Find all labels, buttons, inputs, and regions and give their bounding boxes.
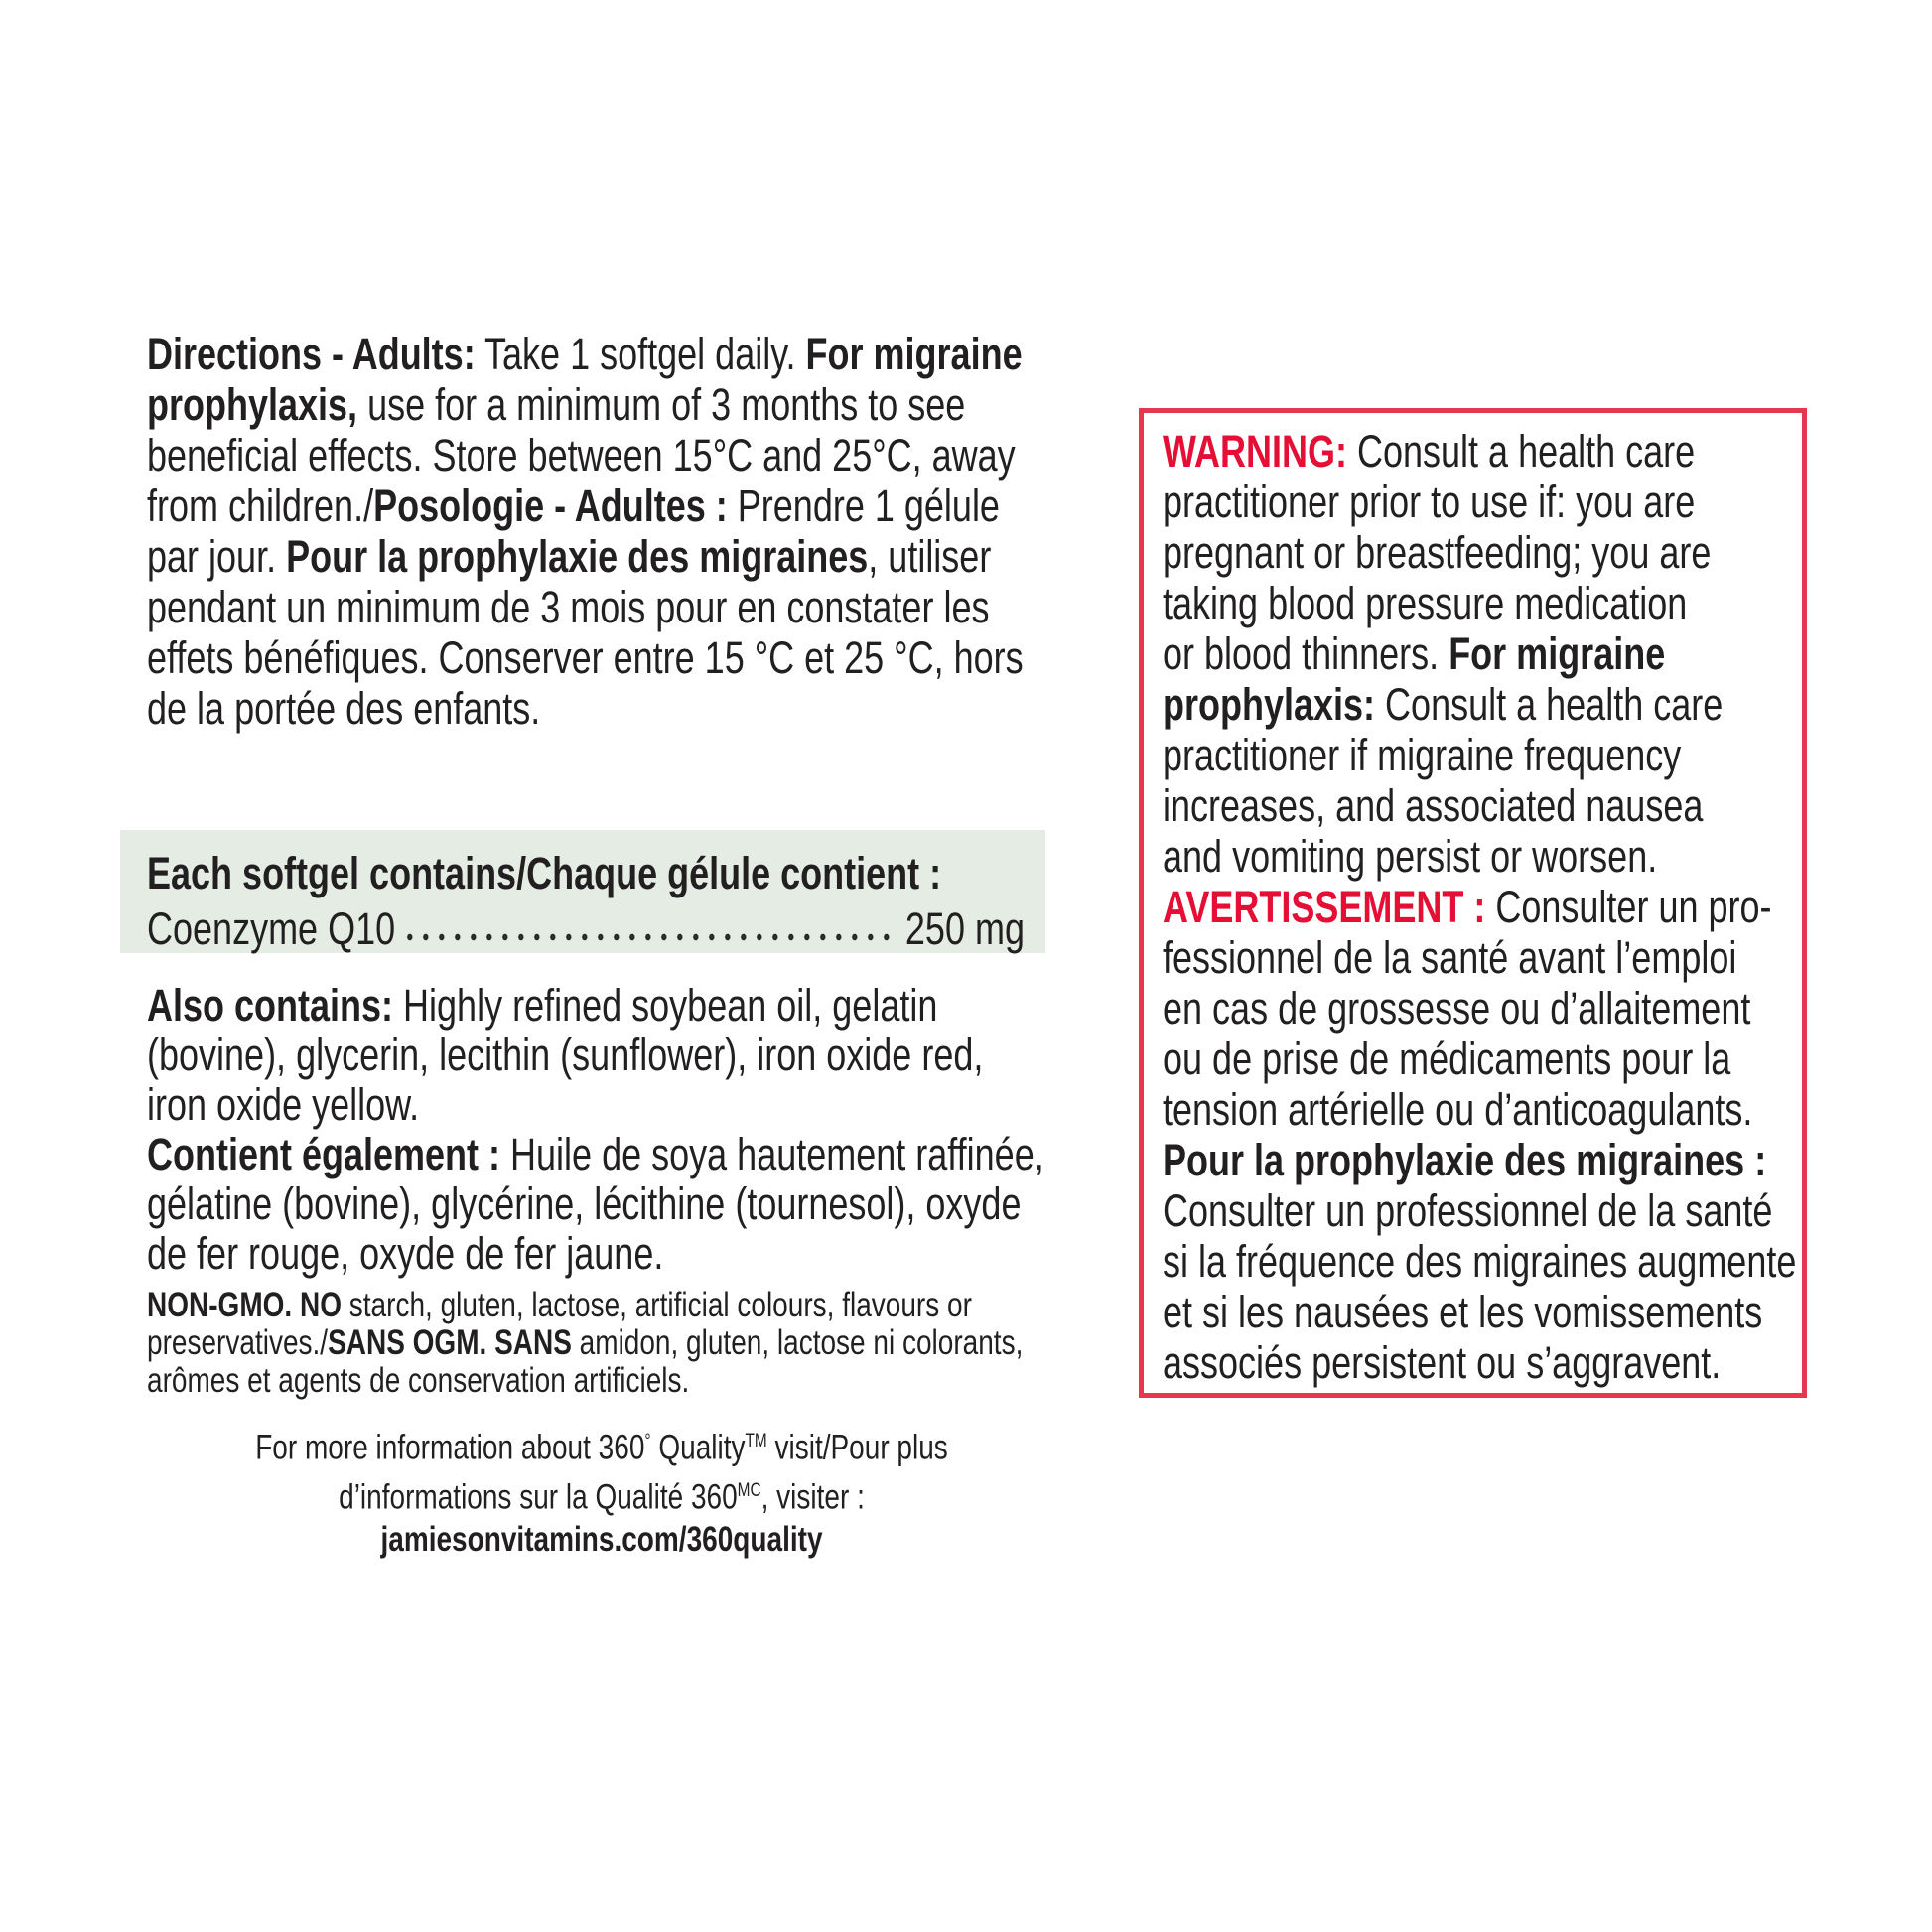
text-line: Contient également : Huile de soya hautement raffinée, — [147, 1129, 1044, 1179]
text-line: et si les nausées et les vomissements — [1163, 1287, 1763, 1337]
text-line: WARNING: Consult a health care — [1163, 426, 1696, 477]
text-line: effets bénéfiques. Conserver entre 15 °C et 25 °C, hors — [147, 632, 1024, 683]
ingredient-row — [147, 903, 1025, 955]
text-line: par jour. Pour la prophylaxie des migraines, utiliser — [147, 531, 992, 582]
text-line: Pour la prophylaxie des migraines : — [1163, 1135, 1767, 1185]
text-line: gélatine (bovine), glycérine, lécithine (tournesol), oxyde — [147, 1178, 1022, 1229]
text-line: en cas de grossesse ou d’allaitement — [1163, 983, 1751, 1034]
text-line: Directions - Adults: Take 1 softgel daily. For migraine — [147, 329, 1023, 379]
dot-leader — [402, 903, 897, 955]
text-line: prophylaxis, use for a minimum of 3 months to see — [147, 379, 966, 430]
text-line: taking blood pressure medication — [1163, 578, 1688, 628]
ingredient-name: Coenzyme Q10 — [147, 903, 396, 954]
warning-box — [1139, 408, 1807, 1398]
text-line: Consulter un professionnel de la santé — [1163, 1185, 1773, 1236]
text-line: practitioner if migraine frequency — [1163, 730, 1682, 780]
text-line: tension artérielle ou d’anticoagulants. — [1163, 1084, 1753, 1135]
text-line: prophylaxis: Consult a health care — [1163, 679, 1724, 730]
quality-footer-section — [147, 1420, 1056, 1561]
text-line: For more information about 360° Quality™ visit/Pour plus — [255, 1428, 948, 1467]
text-line: de la portée des enfants. — [147, 683, 541, 734]
text-line: d’informations sur la Qualité $360^{MC}$, visiter : — [339, 1477, 865, 1517]
directions-section — [147, 329, 1068, 734]
text-line: (bovine), glycerin, lecithin (sunflower), iron oxide red, — [147, 1030, 984, 1080]
text-line: Also contains: Highly refined soybean oil, gelatin — [147, 980, 938, 1031]
text-line: NON-GMO. NO starch, gluten, lactose, artificial colours, flavours or — [147, 1286, 972, 1324]
text-line: from children./Posologie - Adultes : Prendre 1 gélule — [147, 481, 1000, 531]
text-line: de fer rouge, oxyde de fer jaune. — [147, 1228, 664, 1279]
text-line: AVERTISSEMENT : Consulter un pro- — [1163, 882, 1772, 932]
text-line: preservatives./SANS OGM. SANS amidon, gluten, lactose ni colorants, — [147, 1323, 1024, 1362]
text-line: jamiesonvitamins.com/360quality — [380, 1520, 823, 1560]
also-contains-section — [147, 981, 1068, 1279]
text-line: fessionnel de la santé avant l’emploi — [1163, 932, 1737, 983]
text-line: or blood thinners. For migraine — [1163, 628, 1666, 679]
text-line: iron oxide yellow. — [147, 1079, 420, 1130]
supplement-facts-section — [147, 846, 1025, 955]
warning-text — [1163, 426, 1798, 1388]
text-line: pendant un minimum de 3 mois pour en constater les — [147, 582, 990, 632]
text-line: pregnant or breastfeeding; you are — [1163, 527, 1712, 578]
ingredient-amount: 250 mg — [904, 903, 1025, 954]
supplement-facts-heading: Each softgel contains/Chaque gélule contient : — [147, 848, 942, 898]
non-gmo-section — [147, 1287, 1076, 1400]
text-line: beneficial effects. Store between 15°C and 25°C, away — [147, 430, 1016, 481]
text-line: practitioner prior to use if: you are — [1163, 477, 1696, 527]
text-line: increases, and associated nausea — [1163, 780, 1704, 831]
text-line: and vomiting persist or worsen. — [1163, 831, 1658, 882]
text-line: ou de prise de médicaments pour la — [1163, 1034, 1731, 1084]
text-line: si la fréquence des migraines augmente — [1163, 1236, 1797, 1287]
text-line: arômes et agents de conservation artificiels. — [147, 1361, 690, 1400]
text-line: associés persistent ou s’aggravent. — [1163, 1337, 1722, 1388]
